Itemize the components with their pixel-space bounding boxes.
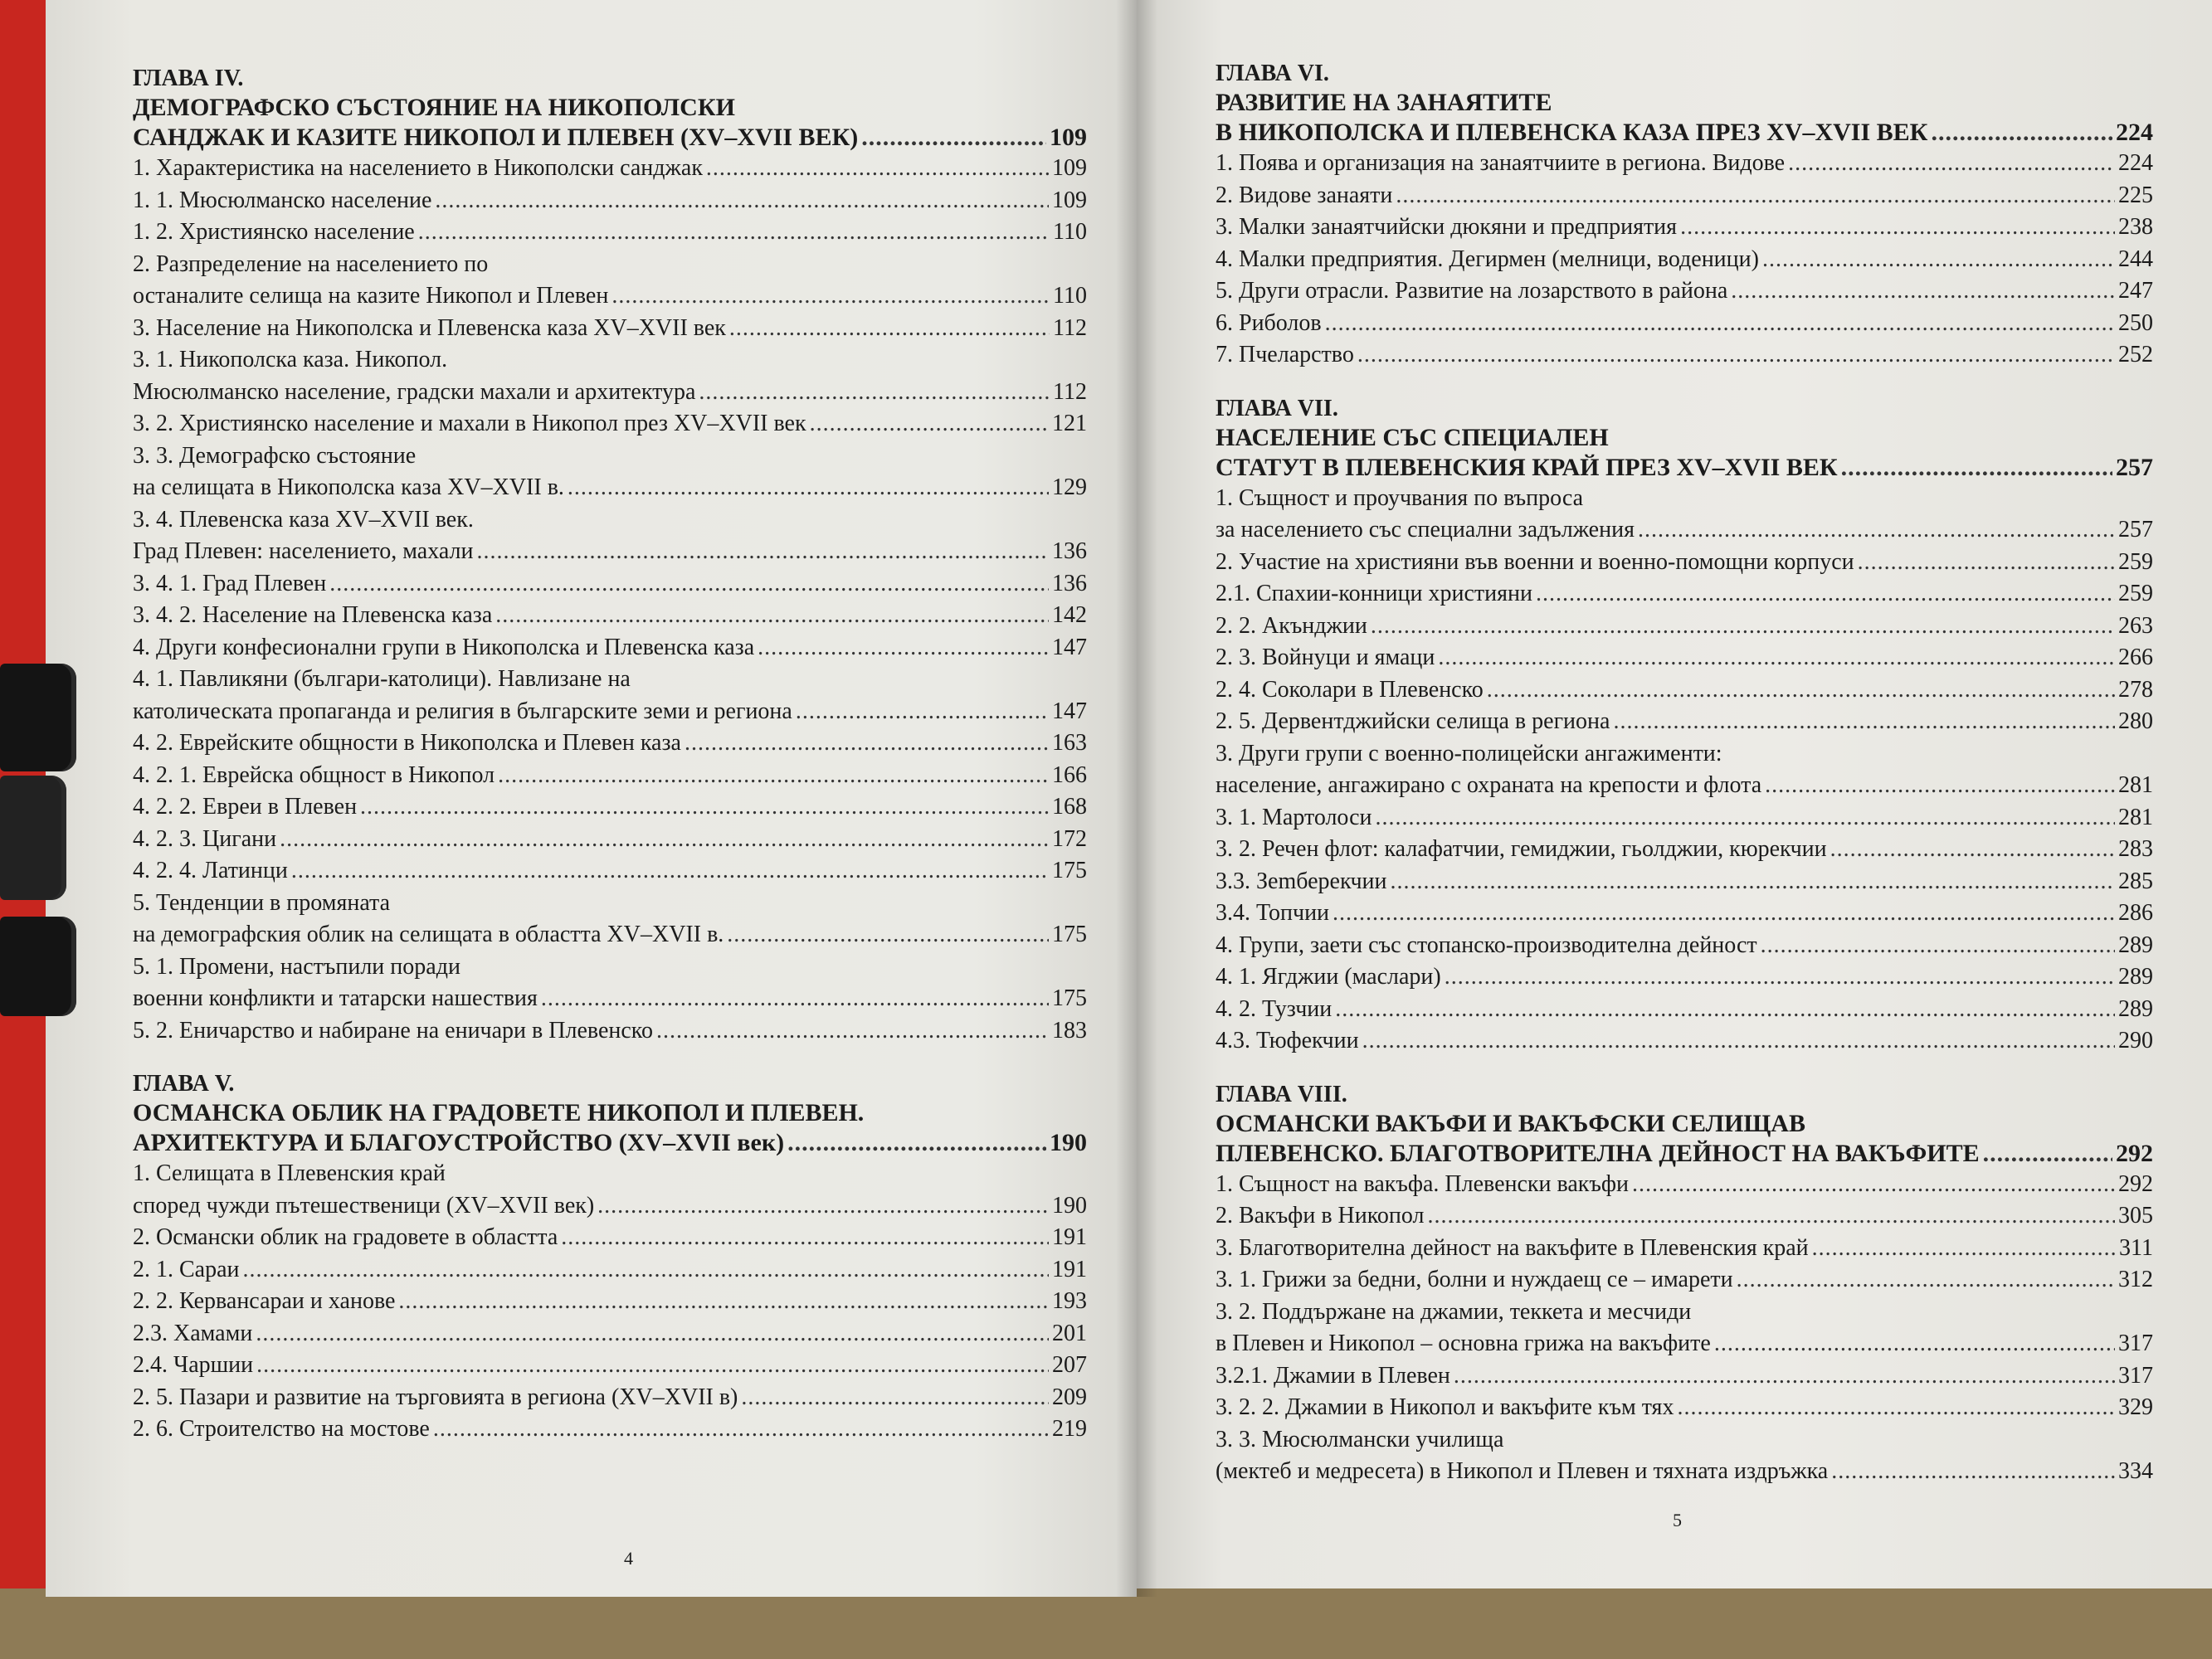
toc-entry xyxy=(133,313,1087,345)
toc-entry xyxy=(1216,578,2153,611)
toc-entry-line: 3. 3. Демографско състояние xyxy=(133,442,417,469)
chapter-label: ГЛАВА IV. xyxy=(133,66,244,91)
dot-leader xyxy=(541,983,1049,1015)
toc-entry xyxy=(1216,674,2153,707)
toc-entry-text: 3. Благотворителна дейност на вакъфите в Плевенския край xyxy=(1216,1234,1809,1261)
toc-entry-page: 289 xyxy=(2118,964,2153,990)
toc-entry-line: 2. Разпределение на населението по xyxy=(133,251,489,277)
dot-leader xyxy=(729,313,1050,345)
toc-entry xyxy=(133,727,1087,760)
toc-entry-page: 285 xyxy=(2118,868,2153,894)
toc-entry-text: 2.3. Хамами xyxy=(133,1320,253,1346)
dot-leader xyxy=(861,123,1046,153)
toc-entry-page: 129 xyxy=(1052,474,1087,500)
toc-entry-text: 5. Други отрасли. Развитие на лозарството в района xyxy=(1216,278,1728,304)
toc-entry-line: 1. Същност и проучвания по въпроса xyxy=(1216,484,1584,511)
toc-entry xyxy=(1216,642,2153,674)
chapter-title xyxy=(1216,453,2153,483)
toc-entry-line: 1. Селищата в Плевенския край xyxy=(133,1160,446,1186)
dot-leader xyxy=(1371,611,2115,643)
toc-entry-page: 259 xyxy=(2118,581,2153,606)
toc-right-column xyxy=(1216,60,2153,1488)
toc-entry xyxy=(1216,275,2153,308)
toc-entry-text: 4. 2. 4. Латинци xyxy=(133,858,288,883)
toc-entry-text: военни конфликти и татарски нашествия xyxy=(133,985,538,1011)
dot-leader xyxy=(360,791,1049,824)
toc-entry-text: 2. 2. Акънджии xyxy=(1216,612,1367,639)
toc-entry xyxy=(1216,706,2153,738)
book-spine xyxy=(1116,0,1157,1597)
toc-entry-page: 281 xyxy=(2118,772,2153,798)
toc-entry xyxy=(133,1318,1087,1350)
toc-entry-page: 193 xyxy=(1052,1288,1087,1314)
dot-leader xyxy=(1831,1456,2115,1488)
dot-leader xyxy=(1714,1328,2115,1360)
toc-entry-text: 4. 2. Тузчии xyxy=(1216,995,1333,1022)
toc-entry xyxy=(1216,770,2153,802)
dot-leader xyxy=(1762,244,2115,276)
toc-entry-text: Град Плевен: населението, махали xyxy=(133,538,474,564)
toc-entry xyxy=(1216,547,2153,579)
chapter-title-text: САНДЖАК И КАЗИТЕ НИКОПОЛ И ПЛЕВЕН (XV–XVII ВЕК) xyxy=(133,124,859,151)
dot-leader xyxy=(329,568,1049,601)
toc-entry xyxy=(133,280,1087,313)
toc-entry-text: 1. Същност на вакъфа. Плевенски вакъфи xyxy=(1216,1170,1629,1197)
toc-entry xyxy=(1216,866,2153,898)
toc-entry-text: 3. Малки занаятчийски дюкяни и предприятия xyxy=(1216,214,1678,240)
toc-entry-line: 3. Други групи с военно-полицейски ангажименти: xyxy=(1216,740,1722,766)
toc-entry-page: 305 xyxy=(2118,1203,2153,1228)
toc-entry-line: 3. 2. Поддържане на джамии, теккета и месчиди xyxy=(1216,1298,1692,1325)
toc-entry-page: 224 xyxy=(2118,150,2153,176)
toc-entry-page: 238 xyxy=(2118,214,2153,240)
toc-entry-text: 4. Групи, заети със стопанско-производителна дейност xyxy=(1216,932,1757,958)
chapter-title xyxy=(133,123,1087,153)
toc-entry-text: 2. Участие на християни във военни и военно-помощни корпуси xyxy=(1216,548,1854,575)
chapter-title-line: НАСЕЛЕНИЕ СЪС СПЕЦИАЛЕН xyxy=(1216,423,1609,451)
dot-leader xyxy=(1830,834,2115,866)
toc-entry xyxy=(133,1286,1087,1318)
toc-entry-page: 172 xyxy=(1052,825,1087,852)
toc-entry-text: 5. 2. Еничарство и набиране на еничари в Плевенско xyxy=(133,1017,653,1044)
toc-entry xyxy=(1216,514,2153,547)
dot-leader xyxy=(611,280,1050,313)
toc-entry xyxy=(1216,1328,2153,1360)
dot-leader xyxy=(1438,642,2115,674)
toc-entry xyxy=(133,919,1087,951)
chapter-title-page: 292 xyxy=(2116,1139,2153,1167)
chapter-label: ГЛАВА VII. xyxy=(1216,395,1338,421)
toc-entry xyxy=(133,1254,1087,1287)
toc-entry xyxy=(1216,212,2153,244)
toc-entry xyxy=(1216,1264,2153,1297)
toc-entry-text: 4. 2. 1. Еврейска общност в Никопол xyxy=(133,761,495,788)
dot-leader xyxy=(1487,674,2115,707)
toc-entry-text: 4. Други конфесионални групи в Никополска и Плевенска каза xyxy=(133,634,755,660)
toc-entry-page: 289 xyxy=(2118,932,2153,958)
dot-leader xyxy=(476,536,1049,568)
toc-entry xyxy=(1216,308,2153,340)
dot-leader xyxy=(256,1318,1049,1350)
dot-leader xyxy=(1858,547,2115,579)
chapter-title-text: СТАТУТ В ПЛЕВЕНСКИЯ КРАЙ ПРЕЗ XV–XVII ВЕК xyxy=(1216,453,1838,481)
toc-entry xyxy=(1216,834,2153,866)
dot-leader xyxy=(1333,898,2115,930)
chapter-title-line: ОСМАНСКА ОБЛИК НА ГРАДОВЕТЕ НИКОПОЛ И ПЛЕВЕН. xyxy=(133,1099,865,1126)
toc-entry-page: 147 xyxy=(1052,698,1087,724)
toc-entry xyxy=(1216,148,2153,180)
toc-entry-text: 4. 1. Ягджии (маслари) xyxy=(1216,964,1441,990)
dot-leader xyxy=(243,1254,1049,1287)
toc-entry-page: 312 xyxy=(2118,1267,2153,1292)
toc-entry-text: на демографския облик на селищата в областта XV–XVII в. xyxy=(133,922,724,947)
dot-leader xyxy=(1765,770,2115,802)
dot-leader xyxy=(1788,148,2115,180)
toc-entry xyxy=(133,760,1087,792)
chapter-title-page: 257 xyxy=(2116,453,2153,481)
dot-leader xyxy=(1731,275,2115,308)
toc-entry-text: 6. Риболов xyxy=(1216,309,1322,336)
dot-leader xyxy=(1737,1264,2115,1297)
dot-leader xyxy=(280,824,1049,856)
toc-entry xyxy=(1216,1025,2153,1058)
toc-entry-text: 3. Население на Никополска и Плевенска каза XV–XVII век xyxy=(133,314,726,341)
dot-leader xyxy=(1454,1360,2115,1393)
toc-entry-page: 257 xyxy=(2118,517,2153,542)
toc-entry xyxy=(1216,339,2153,372)
toc-entry-page: 250 xyxy=(2118,309,2153,336)
toc-entry-text: Мюсюлманско население, градски махали и архитектура xyxy=(133,378,696,405)
toc-entry-page: 281 xyxy=(2118,804,2153,830)
chapter-title xyxy=(1216,118,2153,148)
dot-leader xyxy=(1376,802,2115,834)
toc-entry xyxy=(1216,930,2153,962)
dot-leader xyxy=(787,1128,1046,1158)
dot-leader xyxy=(495,600,1049,632)
dot-leader xyxy=(685,727,1049,760)
toc-entry xyxy=(1216,1200,2153,1233)
chapter-title xyxy=(1216,1139,2153,1169)
dot-leader xyxy=(810,408,1049,440)
toc-entry-page: 311 xyxy=(2119,1234,2153,1261)
toc-entry-page: 163 xyxy=(1052,730,1087,756)
toc-entry-page: 110 xyxy=(1053,219,1087,245)
dot-leader xyxy=(1613,706,2115,738)
toc-entry xyxy=(133,600,1087,632)
chapter-label: ГЛАВА VIII. xyxy=(1216,1081,1347,1107)
toc-entry xyxy=(133,855,1087,888)
toc-entry xyxy=(133,1222,1087,1254)
dot-leader xyxy=(1677,1392,2115,1424)
chapter-title-line: ДЕМОГРАФСКО СЪСТОЯНИЕ НА НИКОПОЛСКИ xyxy=(133,94,735,121)
dot-leader xyxy=(1428,1200,2115,1233)
toc-entry-text: население, ангажирано с охраната на крепости и флота xyxy=(1216,772,1762,798)
toc-entry-line: 3. 1. Никополска каза. Никопол. xyxy=(133,347,448,372)
toc-entry xyxy=(1216,1233,2153,1265)
toc-entry xyxy=(133,1350,1087,1382)
toc-entry-text: 3. 2. Речен флот: калафатчии, гемиджии, гьолджии, кюрекчии xyxy=(1216,836,1827,862)
toc-entry-text: 4.3. Тюфекчии xyxy=(1216,1028,1359,1053)
toc-entry xyxy=(1216,244,2153,276)
toc-entry-page: 290 xyxy=(2118,1028,2153,1053)
toc-entry-page: 317 xyxy=(2118,1362,2153,1389)
dot-leader xyxy=(1325,308,2115,340)
dot-leader xyxy=(1396,180,2115,212)
toc-entry-page: 136 xyxy=(1052,538,1087,564)
toc-entry-text: 7. Пчеларство xyxy=(1216,342,1354,367)
toc-entry xyxy=(133,824,1087,856)
toc-entry-text: 1. 1. Мюсюлманско население xyxy=(133,187,432,213)
dot-leader xyxy=(418,216,1050,249)
page-number-left: 4 xyxy=(624,1548,633,1569)
toc-entry-line: 3. 4. Плевенска каза XV–XVII век. xyxy=(133,506,474,533)
toc-entry-page: 191 xyxy=(1052,1256,1087,1282)
toc-entry-text: 3. 4. 1. Град Плевен xyxy=(133,570,327,596)
toc-entry-page: 191 xyxy=(1052,1224,1087,1250)
toc-entry-page: 317 xyxy=(2118,1331,2153,1356)
toc-entry-text: 1. 2. Християнско население xyxy=(133,219,415,245)
dot-leader xyxy=(727,919,1049,951)
chapter-title-page: 224 xyxy=(2116,119,2153,146)
binder-clip-icon xyxy=(0,917,76,1016)
chapter-title-line: РАЗВИТИЕ НА ЗАНАЯТИТЕ xyxy=(1216,89,1552,116)
toc-entry-page: 175 xyxy=(1052,858,1087,883)
toc-entry-page: 252 xyxy=(2118,342,2153,367)
toc-entry-text: 2. 2. Кервансараи и ханове xyxy=(133,1288,396,1314)
dot-leader xyxy=(796,696,1049,728)
toc-entry-text: 2. Видове занаяти xyxy=(1216,182,1393,208)
toc-entry-page: 334 xyxy=(2118,1458,2153,1484)
toc-entry-text: на селищата в Никополска каза XV–XVII в. xyxy=(133,474,564,500)
toc-entry-page: 225 xyxy=(2118,182,2153,208)
toc-entry-page: 110 xyxy=(1053,283,1087,309)
toc-entry xyxy=(133,536,1087,568)
toc-entry-text: 2. 5. Пазари и развитие на търговията в региона (XV–XVII в) xyxy=(133,1384,738,1410)
toc-entry xyxy=(1216,1392,2153,1424)
toc-entry-page: 201 xyxy=(1052,1320,1087,1346)
toc-entry-text: 2.1. Спахии-конници християни xyxy=(1216,581,1532,606)
toc-entry-text: 2. 6. Строителство на мостове xyxy=(133,1416,430,1442)
dot-leader xyxy=(1841,453,2112,483)
toc-entry-text: 4. 2. Еврейските общности в Никополска и Плевен каза xyxy=(133,730,681,756)
toc-entry-page: 329 xyxy=(2118,1394,2153,1420)
toc-entry-page: 280 xyxy=(2118,708,2153,734)
toc-entry-text: 4. Малки предприятия. Дегирмен (мелници, воденици) xyxy=(1216,246,1759,272)
toc-entry-page: 136 xyxy=(1052,570,1087,596)
toc-entry xyxy=(133,1382,1087,1414)
toc-entry xyxy=(1216,802,2153,834)
dot-leader xyxy=(706,153,1049,185)
dot-leader xyxy=(1680,212,2115,244)
chapter-title-text: ПЛЕВЕНСКО. БЛАГОТВОРИТЕЛНА ДЕЙНОСТ НА ВАКЪФИТЕ xyxy=(1216,1139,1980,1167)
toc-entry-page: 244 xyxy=(2118,246,2153,272)
toc-entry-text: според чужди пътешественици (XV–XVII век) xyxy=(133,1192,595,1219)
toc-entry-line: 4. 1. Павликяни (българи-католици). Навлизане на xyxy=(133,666,631,692)
toc-entry xyxy=(133,983,1087,1015)
toc-entry-text: 3.3. Зemберекчии xyxy=(1216,868,1387,894)
chapter-label: ГЛАВА V. xyxy=(133,1071,235,1097)
toc-entry-page: 209 xyxy=(1052,1384,1087,1410)
toc-entry-text: католическата пропаганда и религия в българските земи и региона xyxy=(133,698,792,724)
chapter-title xyxy=(133,1128,1087,1158)
dot-leader xyxy=(561,1222,1049,1254)
dot-leader xyxy=(1362,1025,2115,1058)
toc-entry xyxy=(1216,994,2153,1026)
toc-entry-page: 175 xyxy=(1052,985,1087,1011)
toc-entry-text: (мектеб и медресета) в Никопол и Плевен и тяхната издръжка xyxy=(1216,1458,1829,1484)
toc-entry xyxy=(133,1413,1087,1446)
dot-leader xyxy=(568,472,1049,504)
dot-leader xyxy=(433,1413,1049,1446)
dot-leader xyxy=(1983,1139,2112,1169)
toc-entry-page: 266 xyxy=(2118,645,2153,670)
chapter-title-page: 109 xyxy=(1050,124,1087,151)
toc-entry xyxy=(1216,1360,2153,1393)
toc-entry-page: 142 xyxy=(1052,602,1087,628)
toc-entry-page: 263 xyxy=(2118,612,2153,639)
toc-entry-page: 175 xyxy=(1052,922,1087,947)
toc-entry-page: 259 xyxy=(2118,548,2153,575)
toc-entry-text: 2. 5. Дервентджийски селища в региона xyxy=(1216,708,1610,734)
toc-entry-page: 283 xyxy=(2118,836,2153,862)
toc-entry-text: 1. Характеристика на населението в Никополски санджак xyxy=(133,155,703,181)
chapter-title-text: В НИКОПОЛСКА И ПЛЕВЕНСКА КАЗА ПРЕЗ XV–XVII ВЕК xyxy=(1216,119,1928,146)
toc-entry-text: за населението със специални задължения xyxy=(1216,517,1635,542)
toc-entry-line: 5. 1. Промени, настъпили поради xyxy=(133,953,460,980)
toc-entry-text: 2. 1. Сараи xyxy=(133,1256,240,1282)
toc-entry-page: 286 xyxy=(2118,900,2153,926)
page-number-right: 5 xyxy=(1673,1510,1682,1530)
toc-entry-page: 289 xyxy=(2118,995,2153,1022)
toc-entry xyxy=(133,568,1087,601)
toc-entry xyxy=(1216,611,2153,643)
toc-entry-text: в Плевен и Никопол – основна грижа на вакъфите xyxy=(1216,1331,1711,1356)
chapter-title-text: АРХИТЕКТУРА И БЛАГОУСТРОЙСТВО (XV–XVII век) xyxy=(133,1129,785,1156)
toc-entry-page: 168 xyxy=(1052,794,1087,820)
toc-entry-text: 1. Поява и организация на занаятчиите в региона. Видове xyxy=(1216,150,1786,176)
toc-entry xyxy=(1216,961,2153,994)
dot-leader xyxy=(1632,1169,2115,1201)
toc-entry-page: 190 xyxy=(1052,1192,1087,1219)
chapter-label: ГЛАВА VI. xyxy=(1216,61,1329,86)
toc-entry-text: 4. 2. 2. Евреи в Плевен xyxy=(133,794,358,820)
dot-leader xyxy=(256,1350,1049,1382)
dot-leader xyxy=(1445,961,2115,994)
dot-leader xyxy=(597,1190,1049,1223)
dot-leader xyxy=(291,855,1049,888)
toc-entry xyxy=(133,185,1087,217)
dot-leader xyxy=(1931,118,2112,148)
toc-entry xyxy=(133,791,1087,824)
toc-entry xyxy=(133,1190,1087,1223)
toc-entry xyxy=(1216,898,2153,930)
toc-entry-page: 112 xyxy=(1053,314,1087,341)
toc-entry-page: 183 xyxy=(1052,1017,1087,1044)
toc-entry-text: 3. 2. 2. Джамии в Никопол и вакъфите към тях xyxy=(1216,1394,1674,1420)
toc-entry xyxy=(133,632,1087,664)
toc-entry-text: 2. Вакъфи в Никопол xyxy=(1216,1203,1425,1228)
dot-leader xyxy=(1761,930,2115,962)
toc-entry-text: 2.4. Чаршии xyxy=(133,1352,254,1378)
toc-entry-text: 2. 4. Соколари в Плевенско xyxy=(1216,676,1484,703)
toc-entry-text: 3. 1. Мартолоси xyxy=(1216,804,1372,830)
toc-entry-page: 278 xyxy=(2118,676,2153,703)
toc-entry xyxy=(133,472,1087,504)
toc-entry-text: 3. 2. Християнско население и махали в Никопол през XV–XVII век xyxy=(133,411,806,436)
dot-leader xyxy=(1536,578,2115,611)
binder-clip-icon xyxy=(0,776,66,900)
toc-entry xyxy=(133,408,1087,440)
dot-leader xyxy=(1812,1233,2116,1265)
toc-entry xyxy=(1216,180,2153,212)
dot-leader xyxy=(741,1382,1049,1414)
toc-entry-text: 4. 2. 3. Цигани xyxy=(133,825,277,852)
toc-entry-text: 2. Османски облик на градовете в областта xyxy=(133,1224,558,1250)
toc-entry-page: 207 xyxy=(1052,1352,1087,1378)
dot-leader xyxy=(498,760,1049,792)
dot-leader xyxy=(1391,866,2115,898)
toc-entry-text: 3.2.1. Джамии в Плевен xyxy=(1216,1362,1450,1389)
dot-leader xyxy=(699,377,1050,409)
toc-entry xyxy=(1216,1169,2153,1201)
toc-entry-text: 2. 3. Войнуци и ямаци xyxy=(1216,645,1435,670)
toc-entry-page: 166 xyxy=(1052,761,1087,788)
toc-entry-text: 3. 4. 2. Население на Плевенска каза xyxy=(133,602,493,628)
toc-entry xyxy=(133,696,1087,728)
chapter-title-page: 190 xyxy=(1050,1129,1087,1156)
toc-entry-page: 247 xyxy=(2118,278,2153,304)
toc-left-column xyxy=(133,65,1087,1446)
toc-entry-page: 292 xyxy=(2118,1170,2153,1197)
toc-entry-line: 3. 3. Мюсюлмански училища xyxy=(1216,1426,1504,1452)
toc-entry-text: останалите селища на казите Никопол и Плевен xyxy=(133,283,609,309)
toc-entry xyxy=(1216,1456,2153,1488)
dot-leader xyxy=(435,185,1049,217)
toc-entry-page: 147 xyxy=(1052,634,1087,660)
chapter-title-line: ОСМАНСКИ ВАКЪФИ И ВАКЪФСКИ СЕЛИЩАВ xyxy=(1216,1109,1805,1137)
dot-leader xyxy=(656,1015,1049,1048)
dot-leader xyxy=(398,1286,1049,1318)
toc-entry-page: 109 xyxy=(1052,187,1087,213)
toc-entry-line: 5. Тенденции в промяната xyxy=(133,889,391,916)
toc-entry-page: 109 xyxy=(1052,155,1087,181)
dot-leader xyxy=(1638,514,2115,547)
toc-entry-text: 3. 1. Грижи за бедни, болни и нуждаещ се – имарети xyxy=(1216,1267,1733,1292)
toc-entry-page: 112 xyxy=(1053,378,1087,405)
dot-leader xyxy=(758,632,1049,664)
toc-entry-page: 121 xyxy=(1052,411,1087,436)
toc-entry xyxy=(133,1015,1087,1048)
toc-entry xyxy=(133,216,1087,249)
toc-entry-text: 3.4. Топчии xyxy=(1216,900,1330,926)
dot-leader xyxy=(1335,994,2115,1026)
dot-leader xyxy=(1357,339,2115,372)
toc-entry xyxy=(133,377,1087,409)
binder-clip-icon xyxy=(0,664,76,771)
toc-entry xyxy=(133,153,1087,185)
toc-entry-page: 219 xyxy=(1052,1416,1087,1442)
